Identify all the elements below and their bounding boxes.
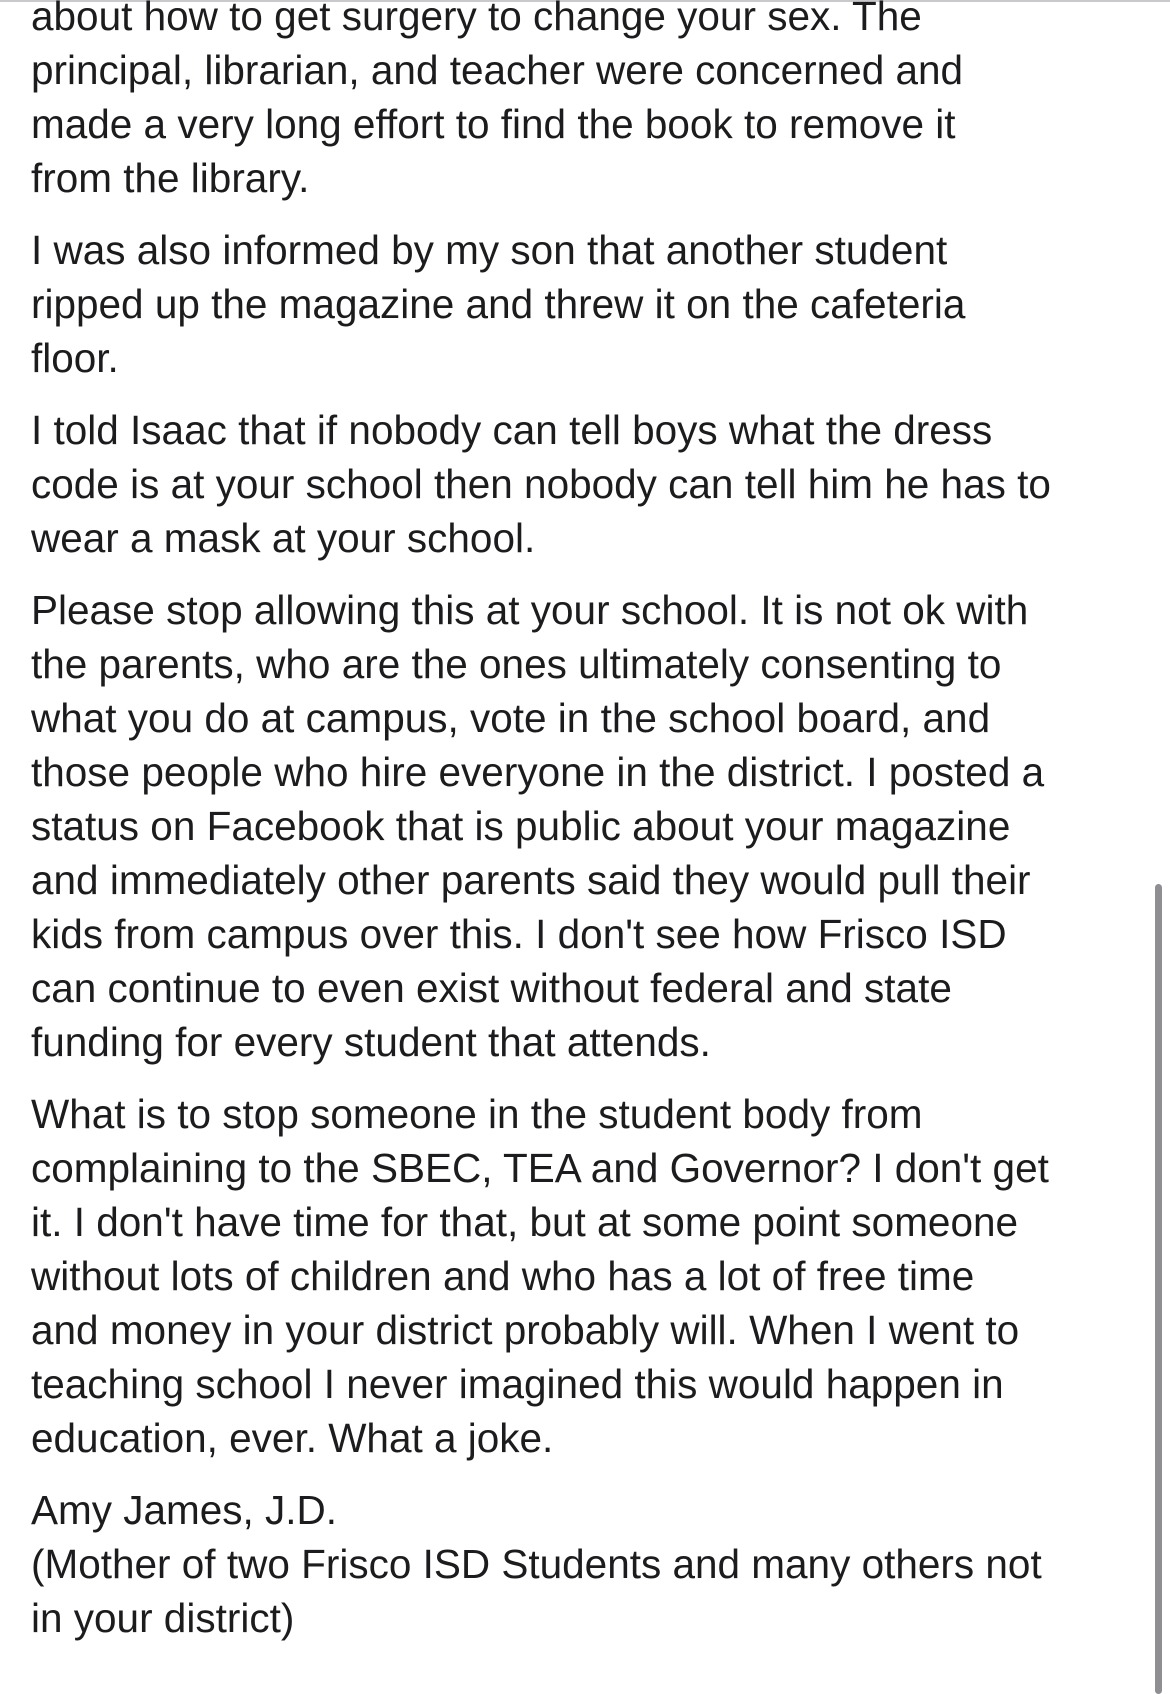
- scrollbar-thumb[interactable]: [1155, 884, 1162, 1694]
- paragraph-complaining: What is to stop someone in the student body from complaining to the SBEC, TEA and Governor? I don't get it. I don't have time for that, but at some point someone without lots of children and who has a lot of free time and money in your district probably will. When I went to teaching school I never imagined this would happen in education, ever. What a joke.: [31, 1091, 1049, 1461]
- paragraph-surgery-book: about how to get surgery to change your sex. The principal, librarian, and teacher were concerned and made a very long effort to find the book to remove it from the library.: [31, 0, 964, 201]
- paragraph-magazine-ripped: I was also informed by my son that another student ripped up the magazine and threw it on the cafeteria floor.: [31, 227, 966, 381]
- signature: Amy James, J.D. (Mother of two Frisco ISD Students and many others not in your district): [31, 1487, 1042, 1641]
- paragraph-stop-allowing: Please stop allowing this at your school. It is not ok with the parents, who are the ones ultimately consenting to what you do at campus, vote in the school board, and those people who hire everyone in the district. I posted a status on Facebook that is public about your magazine and immediately other parents said they would pull their kids from campus over this. I don't see how Frisco ISD can continue to even exist without federal and state funding for every student that attends.: [31, 587, 1045, 1065]
- post-body: [31, 0, 1141, 1645]
- paragraph-dress-code: I told Isaac that if nobody can tell boys what the dress code is at your school then nobody can tell him he has to wear a mask at your school.: [31, 407, 1051, 561]
